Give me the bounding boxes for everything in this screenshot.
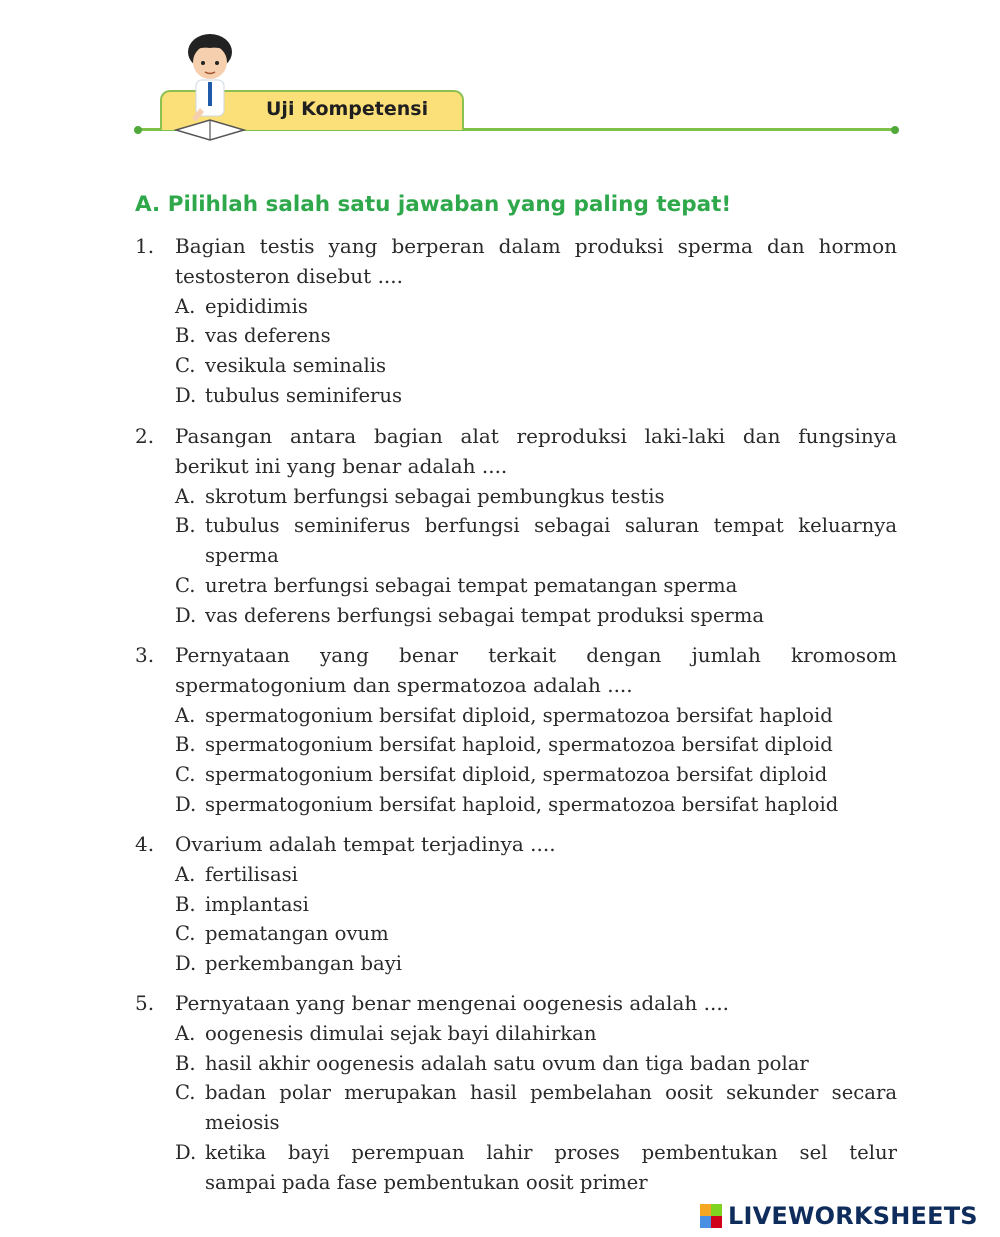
answer-option-c[interactable]: C. pematangan ovum (175, 922, 389, 946)
answer-option-a[interactable]: A. skrotum berfungsi sebagai pembungkus testis (175, 484, 665, 508)
question-text-line: berikut ini yang benar adalah .... (175, 453, 508, 478)
answer-option-d[interactable]: D. vas deferens berfungsi sebagai tempat produksi sperma (175, 603, 765, 627)
liveworksheets-logo-icon (700, 1204, 722, 1228)
answer-option-d-continued[interactable]: sampai pada fase pembentukan oosit primer (205, 1170, 648, 1194)
section-instruction: A. Pilihlah salah satu jawaban yang paling tepat! (135, 192, 732, 217)
logo-tile (711, 1216, 722, 1228)
question-number: 5. (135, 991, 155, 1015)
answer-option-c[interactable]: C. vesikula seminalis (175, 354, 387, 378)
answer-option-c-continued[interactable]: meiosis (205, 1111, 280, 1135)
answer-option-d[interactable]: D. tubulus seminiferus (175, 383, 403, 407)
student-reading-icon (170, 30, 250, 150)
answer-option-a[interactable]: A. spermatogonium bersifat diploid, spermatozoa bersifat haploid (175, 703, 833, 727)
answer-option-d[interactable]: D. perkembangan bayi (175, 952, 403, 976)
answer-option-b[interactable]: B. vas deferens (175, 324, 331, 348)
question-text-line: Pernyataan yang benar terkait dengan jumlah kromosom (175, 643, 897, 667)
answer-option-c[interactable]: C. badan polar merupakan hasil pembelahan oosit sekunder secara (175, 1081, 897, 1105)
answer-option-c[interactable]: C. uretra berfungsi sebagai tempat pematangan sperma (175, 573, 738, 597)
question-number: 3. (135, 643, 155, 667)
question-text-line: Pasangan antara bagian alat reproduksi laki-laki dan fungsinya (175, 424, 897, 448)
answer-option-a[interactable]: A. fertilisasi (175, 862, 298, 886)
liveworksheets-brand (700, 1200, 978, 1232)
answer-option-a[interactable]: A. epididimis (175, 294, 308, 318)
answer-option-a[interactable]: A. oogenesis dimulai sejak bayi dilahirkan (175, 1021, 597, 1045)
question-body (175, 232, 897, 411)
question-text-line: Pernyataan yang benar mengenai oogenesis adalah .... (175, 991, 730, 1015)
header-rule-dot-right (891, 126, 899, 134)
answer-option-d[interactable]: D. ketika bayi perempuan lahir proses pembentukan sel telur (175, 1140, 897, 1164)
question-number: 1. (135, 234, 155, 258)
logo-tile (700, 1204, 711, 1216)
question-text-line: Bagian testis yang berperan dalam produksi sperma dan hormon (175, 234, 897, 258)
question-body (175, 422, 897, 631)
question-body (175, 830, 897, 979)
logo-tile (711, 1204, 722, 1216)
answer-option-d[interactable]: D. spermatogonium bersifat haploid, spermatozoa bersifat haploid (175, 792, 839, 816)
logo-tile (700, 1216, 711, 1228)
liveworksheets-wordmark: LIVEWORKSHEETS (728, 1202, 978, 1230)
answer-option-b[interactable]: B. implantasi (175, 892, 309, 916)
question-text-line: testosteron disebut .... (175, 263, 403, 288)
question-number: 4. (135, 832, 155, 856)
question-text-line: Ovarium adalah tempat terjadinya .... (175, 832, 556, 856)
answer-option-c[interactable]: C. spermatogonium bersifat diploid, spermatozoa bersifat diploid (175, 763, 828, 787)
question-text-line: spermatogonium dan spermatozoa adalah .... (175, 672, 633, 697)
question-body (175, 989, 897, 1198)
answer-option-b[interactable]: B. spermatogonium bersifat haploid, spermatozoa bersifat diploid (175, 733, 833, 757)
header-rule-dot-left (134, 126, 142, 134)
header (0, 0, 1000, 160)
question-body (175, 641, 897, 820)
answer-option-b-continued[interactable]: sperma (205, 544, 279, 568)
answer-option-b[interactable]: B. hasil akhir oogenesis adalah satu ovum dan tiga badan polar (175, 1051, 809, 1075)
question-number: 2. (135, 424, 155, 448)
section-tab-label: Uji Kompetensi (266, 98, 429, 120)
answer-option-b[interactable]: B. tubulus seminiferus berfungsi sebagai saluran tempat keluarnya (175, 514, 897, 538)
